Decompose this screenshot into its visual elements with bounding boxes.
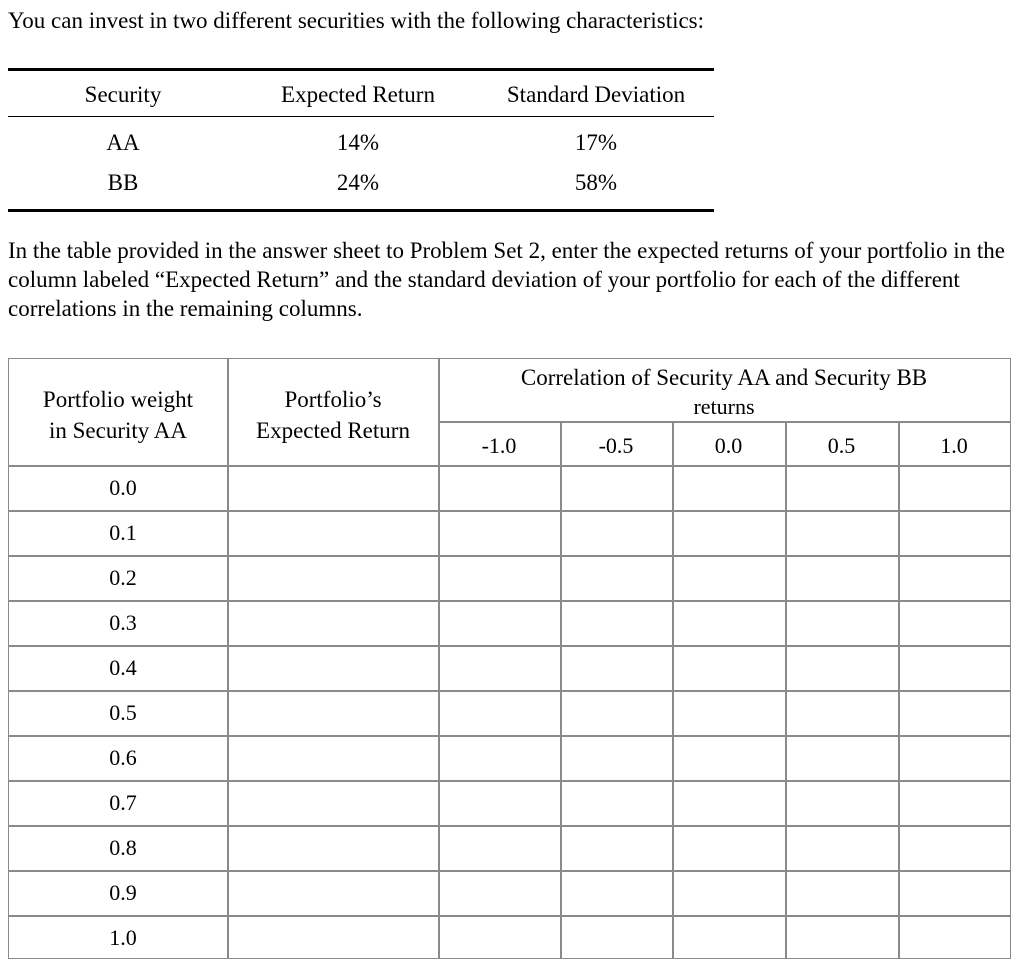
correlation-header-line2: returns: [693, 394, 755, 419]
weight-value: 0.2: [109, 565, 137, 590]
weight-value: 0.9: [109, 880, 137, 905]
grid-row-rule: [9, 780, 1010, 782]
header-rule: [8, 116, 714, 117]
weight-value: 0.7: [109, 790, 137, 815]
grid-row-rule: [9, 690, 1010, 692]
header-standard-deviation: Standard Deviation: [506, 82, 686, 107]
intro-text: You can invest in two different securities with the following characteristics:: [8, 8, 705, 33]
grid-row-rule: [9, 915, 1010, 917]
weight-value: 0.5: [109, 700, 137, 725]
weight-value: 0.8: [109, 835, 137, 860]
weight-header-line1: Portfolio weight: [42, 387, 194, 412]
weight-value: 0.4: [109, 655, 137, 680]
correlation-label: -1.0: [481, 433, 517, 458]
instructions-text: In the table provided in the answer sheet to Problem Set 2, enter the expected returns of your portfolio in the column labeled “Expected Return” and the standard deviation of your portfolio for each of the different correlations in the remaining columns.: [8, 238, 1006, 321]
weight-value: 0.6: [109, 745, 137, 770]
grid-row-rule: [9, 645, 1010, 647]
grid-row-rule: [9, 825, 1010, 827]
security-name-aa: AA: [106, 130, 140, 155]
correlation-header-line1: Correlation of Security AA and Security BB: [520, 365, 928, 390]
grid-row-rule: [9, 600, 1010, 602]
expected-return-aa: 14%: [336, 130, 380, 155]
grid-col-divider: [227, 359, 229, 958]
grid-row-rule: [9, 510, 1010, 512]
answer-table: [8, 358, 1011, 959]
header-security: Security: [84, 82, 162, 107]
weight-value: 0.1: [109, 520, 137, 545]
correlation-label: -0.5: [598, 433, 634, 458]
grid-row-rule: [9, 735, 1010, 737]
header-expected-return: Expected Return: [281, 82, 435, 107]
weight-value: 0.0: [109, 475, 137, 500]
grid-subheader-rule: [438, 421, 1010, 423]
weight-header-line2: in Security AA: [49, 418, 187, 443]
grid-row-rule: [9, 555, 1010, 557]
correlation-label: 1.0: [940, 433, 968, 458]
security-name-bb: BB: [107, 170, 139, 195]
grid-header-rule: [9, 465, 1010, 467]
weight-value: 1.0: [109, 925, 137, 950]
std-dev-aa: 17%: [574, 130, 618, 155]
expected-return-bb: 24%: [336, 170, 380, 195]
correlation-label: 0.0: [714, 433, 743, 458]
return-header-line1: Portfolio’s: [284, 387, 382, 412]
securities-table: [8, 68, 714, 212]
weight-value: 0.3: [109, 610, 137, 635]
std-dev-bb: 58%: [574, 170, 618, 195]
grid-row-rule: [9, 870, 1010, 872]
return-header-line2: Expected Return: [256, 418, 410, 443]
correlation-label: 0.5: [827, 433, 856, 458]
